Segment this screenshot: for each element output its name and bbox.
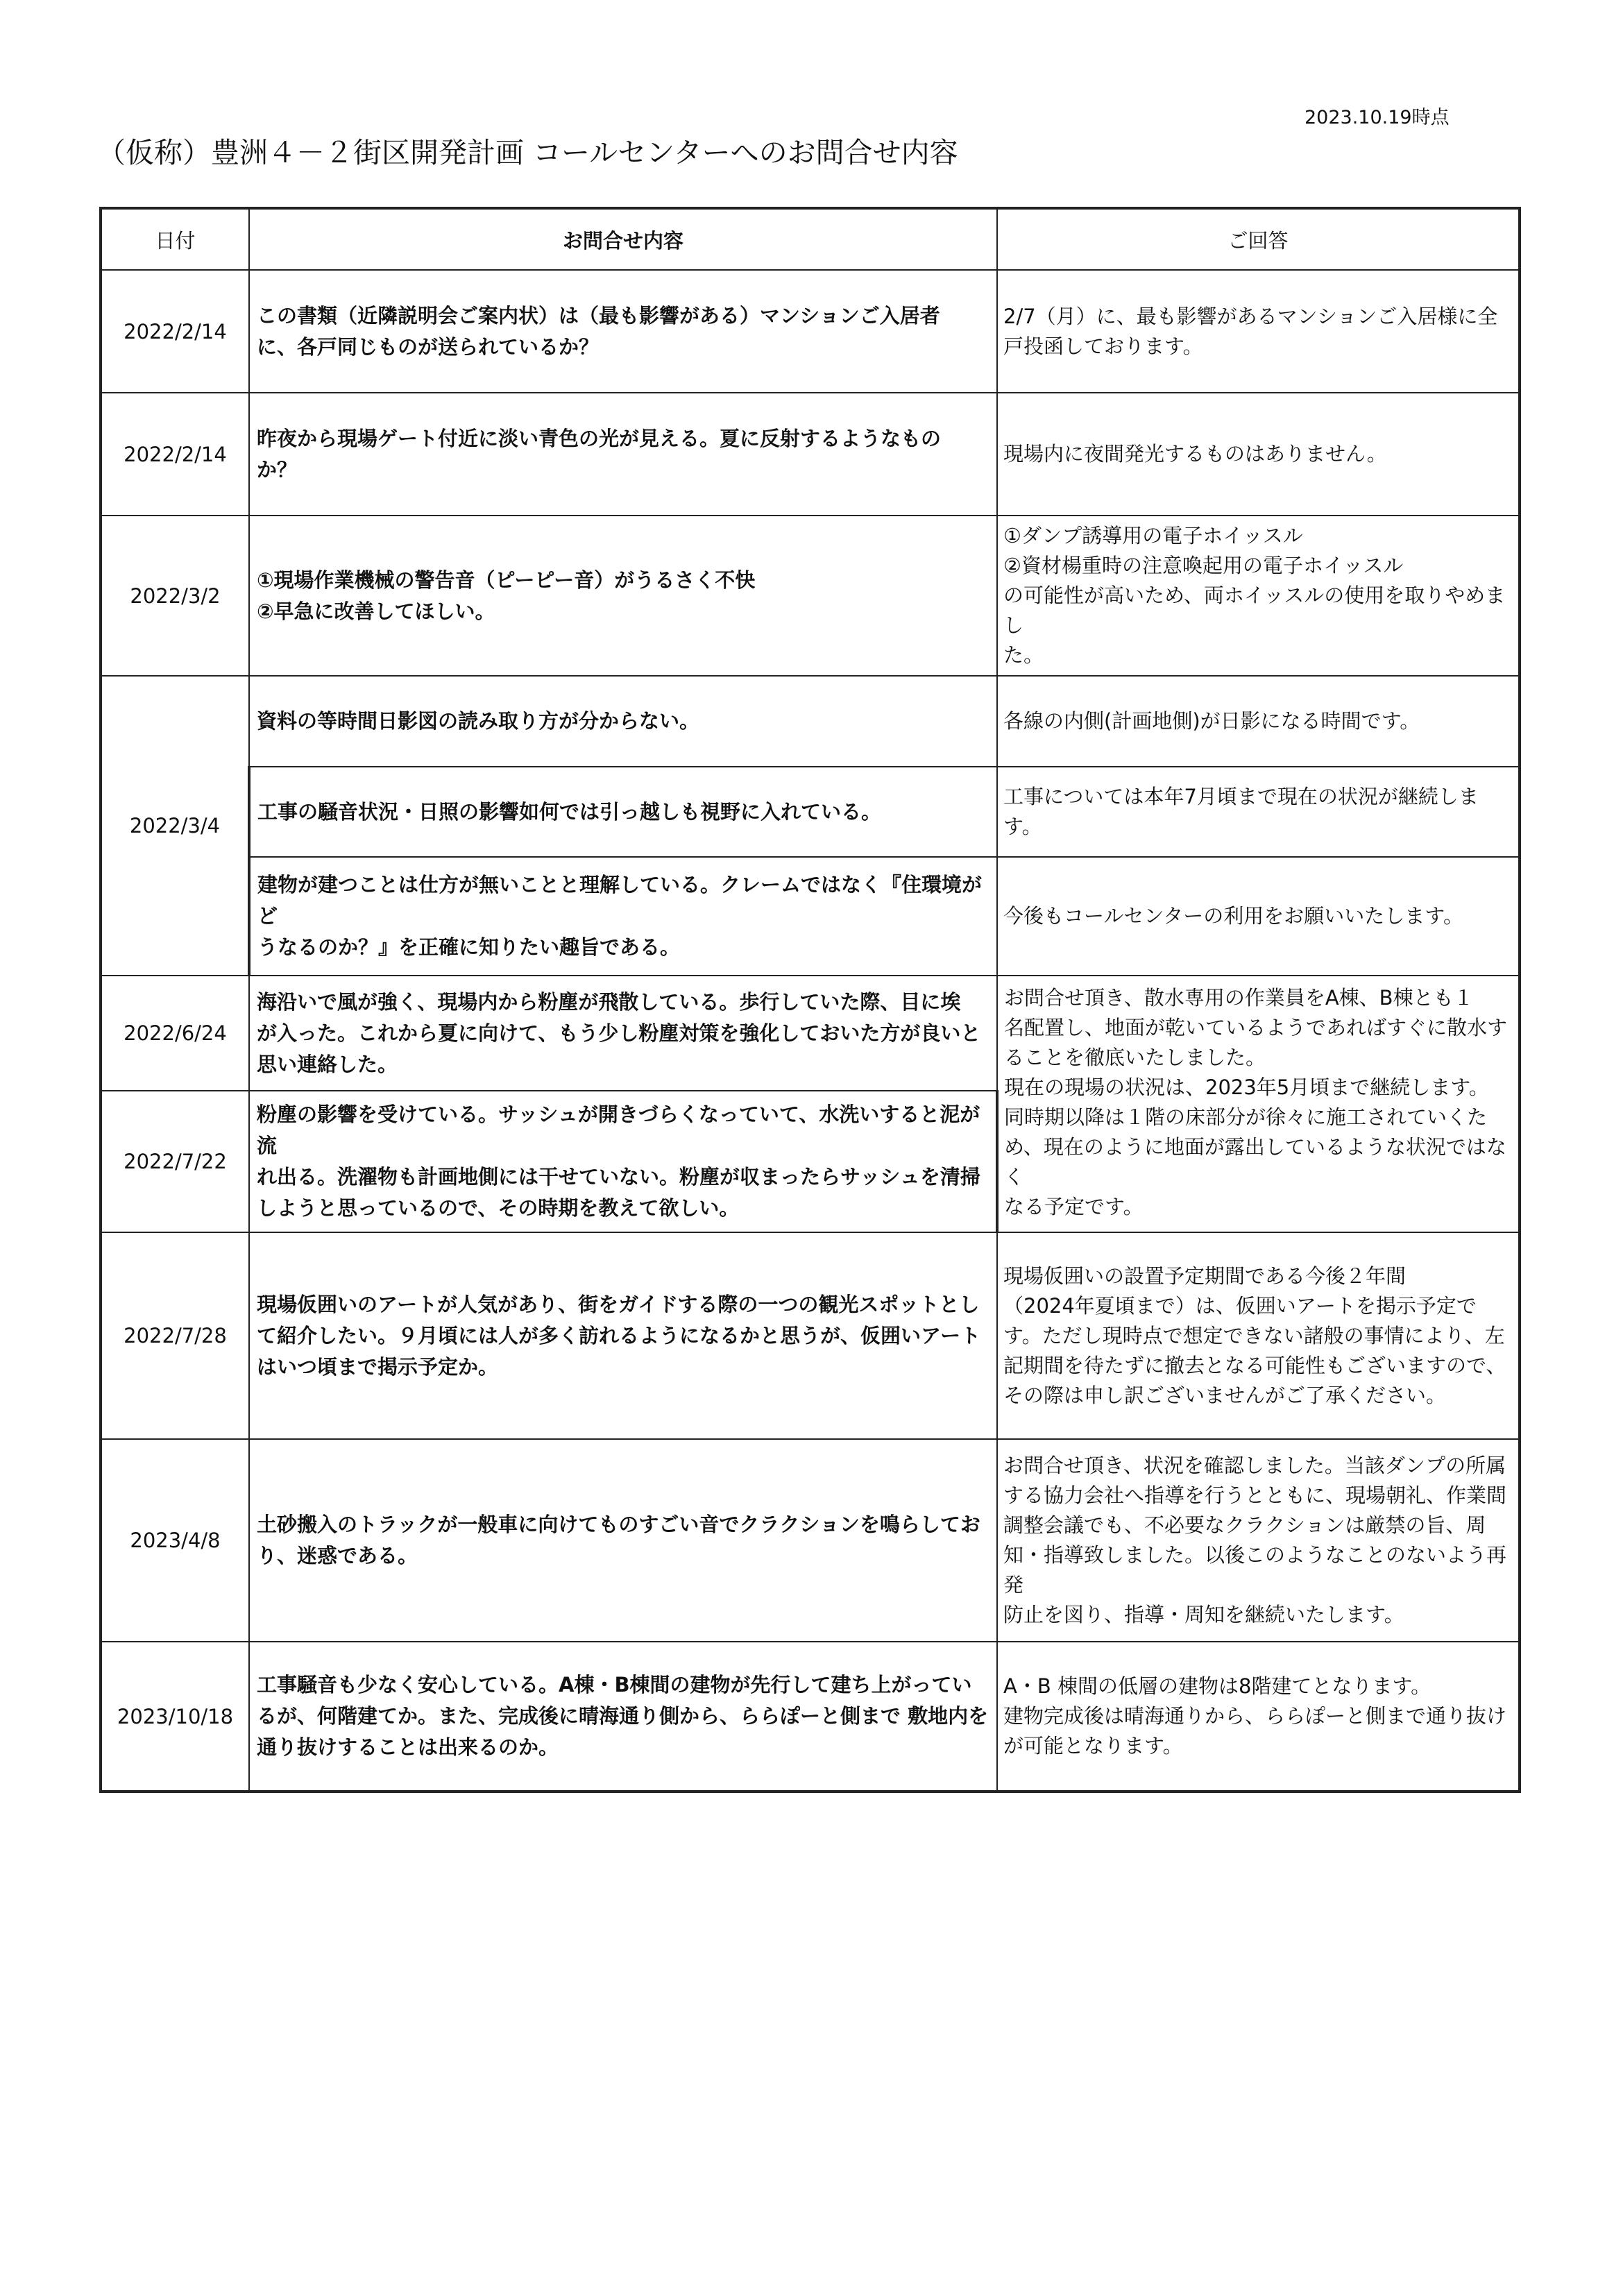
as-of-date: 2023.10.19時点 xyxy=(1305,107,1450,128)
table-row xyxy=(101,393,1520,516)
row-question: 工事騒音も少なく安心している。A棟・B棟間の建物が先行して建ち上がってい るが、何階建てか。また、完成後に晴海通り側から、ららぽーと側まで 敷地内を 通り抜けすることは出来るのか。 xyxy=(249,1642,997,1792)
table-row xyxy=(101,767,1520,857)
row-answer: 現場内に夜間発光するものはありません。 xyxy=(997,393,1520,516)
row-answer: A・B 棟間の低層の建物は8階建てとなります。 建物完成後は晴海通りから、ららぽーと側まで通り抜け が可能となります。 xyxy=(997,1642,1520,1792)
row-answer: お問合せ頂き、散水専用の作業員をA棟、B棟とも１ 名配置し、地面が乾いているようであればすぐに散水す ることを徹底いたしました。 現在の現場の状況は、2023年5月頃まで継続します。 同時期以降は１階の床部分が徐々に施工されていくた め、現在のように地面が露出しているような状況ではなく なる予定です。 xyxy=(997,976,1520,1232)
row-answer: 今後もコールセンターの利用をお願いいたします。 xyxy=(997,857,1520,976)
row-date: 2022/7/22 xyxy=(101,1091,249,1232)
row-answer: 現場仮囲いの設置予定期間である今後２年間 （2024年夏頃まで）は、仮囲いアートを掲示予定で す。ただし現時点で想定できない諸般の事情により、左 記期間を待たずに撤去となる可能性もございますので、 その際は申し訳ございませんがご了承ください。 xyxy=(997,1232,1520,1439)
table-row xyxy=(101,516,1520,676)
table-row xyxy=(101,1642,1520,1792)
inquiry-table xyxy=(99,207,1521,1793)
table-row xyxy=(101,676,1520,767)
row-answer: ①ダンプ誘導用の電子ホイッスル ②資材楊重時の注意喚起用の電子ホイッスル の可能性が高いため、両ホイッスルの使用を取りやめまし た。 xyxy=(997,516,1520,676)
row-question: 建物が建つことは仕方が無いことと理解している。クレームではなく『住環境がど うなるのか？』を正確に知りたい趣旨である。 xyxy=(249,857,997,976)
row-question: 工事の騒音状況・日照の影響如何では引っ越しも視野に入れている。 xyxy=(249,767,997,857)
row-date: 2022/3/4 xyxy=(101,676,249,976)
row-date: 2022/2/14 xyxy=(101,270,249,393)
row-answer: 工事については本年7月頃まで現在の状況が継続しま す。 xyxy=(997,767,1520,857)
table-row xyxy=(101,976,1520,1091)
row-date: 2022/6/24 xyxy=(101,976,249,1091)
row-question: この書類（近隣説明会ご案内状）は（最も影響がある）マンションご入居者 に、各戸同じものが送られているか？ xyxy=(249,270,997,393)
document-title: （仮称）豊洲４－２街区開発計画 コールセンターへのお問合せ内容 xyxy=(97,136,958,169)
row-date: 2023/10/18 xyxy=(101,1642,249,1792)
row-question: 海沿いで風が強く、現場内から粉塵が飛散している。歩行していた際、目に埃 が入った。これから夏に向けて、もう少し粉塵対策を強化しておいた方が良いと 思い連絡した。 xyxy=(249,976,997,1091)
row-question: 現場仮囲いのアートが人気があり、街をガイドする際の一つの観光スポットとし て紹介したい。９月頃には人が多く訪れるようになるかと思うが、仮囲いアート はいつ頃まで掲示予定か。 xyxy=(249,1232,997,1439)
column-header-question: お問合せ内容 xyxy=(249,208,997,270)
row-answer: 各線の内側(計画地側)が日影になる時間です。 xyxy=(997,676,1520,767)
row-question: 土砂搬入のトラックが一般車に向けてものすごい音でクラクションを鳴らしてお り、迷惑である。 xyxy=(249,1439,997,1642)
row-question: 粉塵の影響を受けている。サッシュが開きづらくなっていて、水洗いすると泥が流 れ出る。洗濯物も計画地側には干せていない。粉塵が収まったらサッシュを清掃 しようと思っているので、その時期を教えて欲しい。 xyxy=(249,1091,997,1232)
table-row xyxy=(101,857,1520,976)
row-question: 資料の等時間日影図の読み取り方が分からない。 xyxy=(249,676,997,767)
table-header-row xyxy=(101,208,1520,270)
column-header-answer: ご回答 xyxy=(997,208,1520,270)
row-question: ①現場作業機械の警告音（ピーピー音）がうるさく不快 ②早急に改善してほしい。 xyxy=(249,516,997,676)
row-question: 昨夜から現場ゲート付近に淡い青色の光が見える。夏に反射するようなもの か？ xyxy=(249,393,997,516)
row-date: 2022/3/2 xyxy=(101,516,249,676)
table-row xyxy=(101,270,1520,393)
row-date: 2023/4/8 xyxy=(101,1439,249,1642)
row-date: 2022/2/14 xyxy=(101,393,249,516)
row-date: 2022/7/28 xyxy=(101,1232,249,1439)
row-answer: お問合せ頂き、状況を確認しました。当該ダンプの所属 する協力会社へ指導を行うとともに、現場朝礼、作業間 調整会議でも、不必要なクラクションは厳禁の旨、周 知・指導致しました。以後このようなことのないよう再発 防止を図り、指導・周知を継続いたします。 xyxy=(997,1439,1520,1642)
column-header-date: 日付 xyxy=(101,208,249,270)
table-row xyxy=(101,1439,1520,1642)
row-answer: 2/7（月）に、最も影響があるマンションご入居様に全 戸投函しております。 xyxy=(997,270,1520,393)
table-row xyxy=(101,1232,1520,1439)
